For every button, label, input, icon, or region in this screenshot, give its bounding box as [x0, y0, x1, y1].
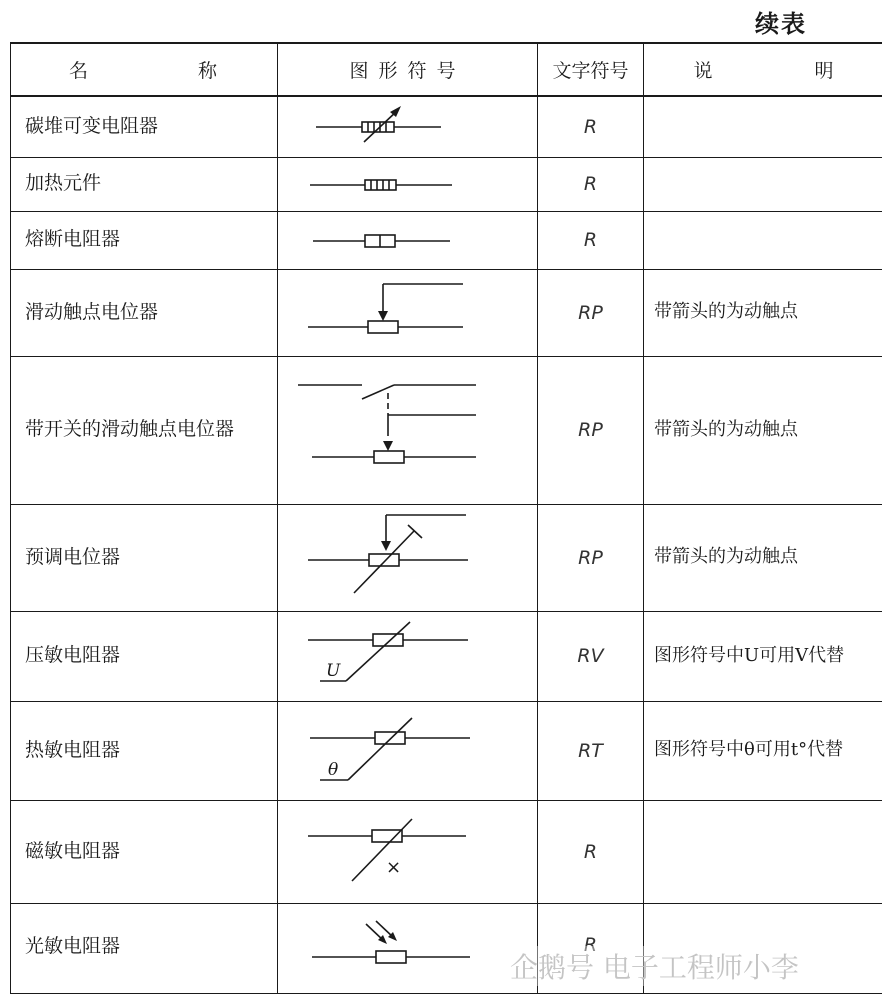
- symbol-cell: [278, 903, 538, 993]
- row-note: 带箭头的为动触点: [644, 504, 882, 611]
- row-code: R: [538, 157, 644, 211]
- symbol-cell: [278, 504, 538, 611]
- row-note: [644, 157, 882, 211]
- row-note: [644, 211, 882, 269]
- sliding-contact-potentiometer-symbol: [278, 270, 536, 356]
- symbol-label: U: [326, 661, 341, 681]
- row-code: R: [538, 800, 644, 903]
- row-note: 带箭头的为动触点: [644, 269, 882, 356]
- table-row: [11, 356, 882, 504]
- symbol-label: θ: [328, 760, 338, 780]
- row-code: R: [538, 96, 644, 157]
- header-symbol: 图形符号: [278, 43, 538, 96]
- symbol-cell: [278, 800, 538, 903]
- table-row: [11, 800, 882, 903]
- header-note: 说 明: [644, 43, 882, 96]
- table-row: [11, 269, 882, 356]
- symbol-cell: [278, 211, 538, 269]
- row-name: 预调电位器: [11, 504, 278, 611]
- row-name: 熔断电阻器: [11, 211, 278, 269]
- symbol-cell: [278, 356, 538, 504]
- header-code: 文字符号: [538, 43, 644, 96]
- thermistor-symbol: [278, 702, 536, 800]
- row-code: RP: [538, 269, 644, 356]
- row-note: 带箭头的为动触点: [644, 356, 882, 504]
- row-note: [644, 96, 882, 157]
- heating-element-symbol: [278, 158, 536, 212]
- row-note: 图形符号中U可用V代替: [644, 611, 882, 701]
- row-code: R: [538, 903, 644, 993]
- watermark: 企鹅号 电子工程师小李: [510, 946, 799, 986]
- symbol-cell: [278, 157, 538, 211]
- row-name: 碳堆可变电阻器: [11, 96, 278, 157]
- row-note: [644, 800, 882, 903]
- row-name: 带开关的滑动触点电位器: [11, 356, 278, 504]
- magnetoresistor-symbol: [278, 801, 536, 903]
- preset-potentiometer-symbol: [278, 505, 536, 611]
- symbol-cell: [278, 701, 538, 800]
- table-row: [11, 157, 882, 211]
- row-code: RP: [538, 504, 644, 611]
- table-row: [11, 701, 882, 800]
- symbol-table: [10, 42, 882, 994]
- row-code: RT: [538, 701, 644, 800]
- varistor-symbol: [278, 612, 536, 701]
- symbol-cell: [278, 269, 538, 356]
- switched-potentiometer-symbol: [278, 357, 536, 504]
- carbon-pile-variable-resistor-symbol: [278, 97, 536, 157]
- symbol-cell: [278, 96, 538, 157]
- row-code: R: [538, 211, 644, 269]
- row-name: 磁敏电阻器: [11, 800, 278, 903]
- fusible-resistor-symbol: [278, 212, 536, 270]
- row-note: 图形符号中θ可用t°代替: [644, 701, 882, 800]
- table-row: [11, 211, 882, 269]
- table-row: [11, 611, 882, 701]
- row-name: 光敏电阻器: [11, 903, 278, 993]
- symbol-label: ×: [386, 857, 401, 878]
- row-code: RV: [538, 611, 644, 701]
- row-name: 热敏电阻器: [11, 701, 278, 800]
- symbol-cell: [278, 611, 538, 701]
- row-name: 滑动触点电位器: [11, 269, 278, 356]
- photoresistor-symbol: [278, 904, 536, 993]
- row-code: RP: [538, 356, 644, 504]
- table-title: 续表: [755, 4, 807, 39]
- table-row: [11, 96, 882, 157]
- row-name: 加热元件: [11, 157, 278, 211]
- table-row: [11, 504, 882, 611]
- row-name: 压敏电阻器: [11, 611, 278, 701]
- header-row: [11, 43, 882, 96]
- header-name: 名 称: [11, 43, 278, 96]
